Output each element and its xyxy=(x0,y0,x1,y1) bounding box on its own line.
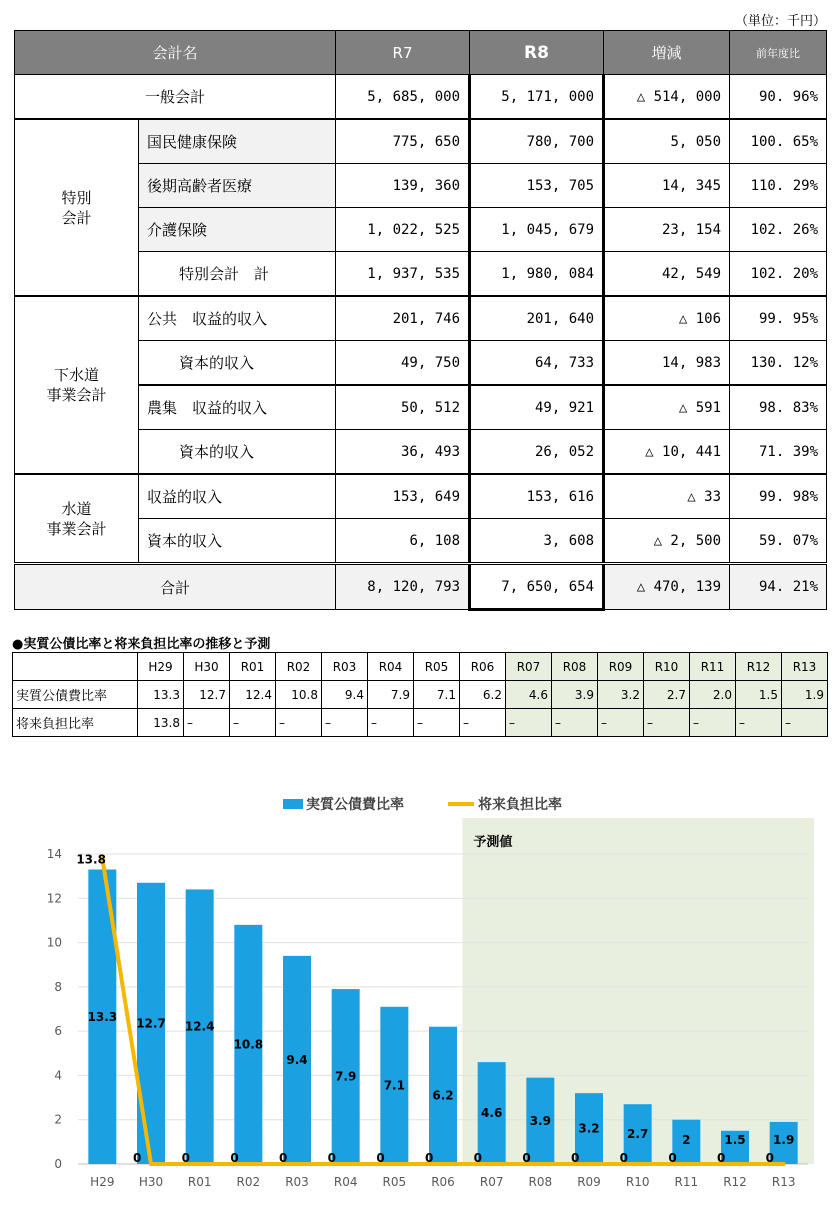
line-point xyxy=(392,1162,396,1166)
table-row xyxy=(15,474,827,519)
cell-r7: 139, 360 xyxy=(336,164,470,208)
ratio-row-label: 将来負担比率 xyxy=(13,709,138,737)
ratio-year-cell: R08 xyxy=(552,653,598,681)
ratio-value-cell: 10.8 xyxy=(276,681,322,709)
x-tick-label: R01 xyxy=(187,1175,212,1189)
line-point xyxy=(538,1162,542,1166)
line-data-label: 0 xyxy=(619,1151,629,1165)
ratio-value-cell: 1.9 xyxy=(782,681,828,709)
x-tick-label: H30 xyxy=(138,1175,164,1189)
ratio-row-debt xyxy=(13,681,828,709)
cell-change: △ 33 xyxy=(604,474,730,519)
group-label-water: 水道 事業会計 xyxy=(15,474,139,564)
ratio-value-cell: – xyxy=(690,709,736,737)
x-tick-label: R10 xyxy=(625,1175,650,1189)
col-header-prev-ratio: 前年度比 xyxy=(730,31,827,75)
x-tick-label: R11 xyxy=(674,1175,699,1189)
cell-change: 14, 983 xyxy=(604,341,730,386)
x-tick-label: R03 xyxy=(285,1175,309,1189)
line-data-label: 0 xyxy=(765,1151,775,1165)
ratio-value-cell: 2.7 xyxy=(644,681,690,709)
ratio-value-cell: – xyxy=(552,709,598,737)
group-label-special: 特別 会計 xyxy=(15,119,139,296)
line-point xyxy=(198,1162,202,1166)
ratio-value-cell: – xyxy=(322,709,368,737)
cell-ratio: 100. 65% xyxy=(730,119,827,164)
ratio-value-cell: 9.4 xyxy=(322,681,368,709)
bar-data-label: 9.4 xyxy=(286,1052,308,1067)
bar-data-label: 12.4 xyxy=(184,1019,215,1034)
ratio-value-cell: 4.6 xyxy=(506,681,552,709)
ratio-year-cell: R06 xyxy=(460,653,506,681)
ratio-value-cell: 3.9 xyxy=(552,681,598,709)
cell-r8: 153, 616 xyxy=(470,474,604,519)
ratio-value-cell: 1.5 xyxy=(736,681,782,709)
cell-ratio: 102. 20% xyxy=(730,252,827,297)
line-point xyxy=(441,1162,445,1166)
cell-r7: 50, 512 xyxy=(336,385,470,430)
line-point xyxy=(782,1162,786,1166)
col-header-r8: R8 xyxy=(470,31,604,75)
bar-data-label: 3.9 xyxy=(529,1113,551,1128)
line-data-label: 0 xyxy=(425,1151,434,1165)
cell-ratio: 59. 07% xyxy=(730,519,827,564)
ratio-value-cell: – xyxy=(460,709,506,737)
bar-data-label: 1.9 xyxy=(773,1133,795,1147)
ratio-year-cell: R02 xyxy=(276,653,322,681)
ratio-row-label: 実質公債費比率 xyxy=(13,681,138,709)
line-point xyxy=(246,1162,250,1166)
y-tick-label: 10 xyxy=(46,935,62,950)
y-tick-label: 0 xyxy=(54,1157,62,1171)
ratio-value-cell: 13.8 xyxy=(138,709,184,737)
line-data-label: 0 xyxy=(717,1151,726,1165)
line-data-label: 0 xyxy=(522,1151,531,1165)
cell-r8: 1, 045, 679 xyxy=(470,208,604,252)
cell-ratio: 94. 21% xyxy=(730,564,827,610)
col-header-change: 増減 xyxy=(604,31,730,75)
bar-data-label: 13.3 xyxy=(87,1009,118,1024)
table-row xyxy=(15,296,827,341)
line-point xyxy=(733,1162,737,1166)
x-tick-label: R04 xyxy=(333,1175,358,1189)
ratio-value-cell: – xyxy=(368,709,414,737)
ratio-year-cell: R11 xyxy=(690,653,736,681)
bar-data-label: 12.7 xyxy=(136,1016,166,1031)
cell-r7: 6, 108 xyxy=(336,519,470,564)
ratio-year-row xyxy=(13,653,828,681)
row-label: 資本的収入 xyxy=(139,519,336,564)
cell-ratio: 90. 96% xyxy=(730,75,827,120)
line-point xyxy=(490,1162,494,1166)
row-total xyxy=(15,564,827,610)
cell-r8: 7, 650, 654 xyxy=(470,564,604,610)
cell-change: △ 2, 500 xyxy=(604,519,730,564)
row-label: 資本的収入 xyxy=(139,430,336,475)
ratio-value-cell: 13.3 xyxy=(138,681,184,709)
line-data-label: 0 xyxy=(279,1151,288,1165)
line-point xyxy=(636,1162,640,1166)
ratio-year-cell: R10 xyxy=(644,653,690,681)
cell-change: 23, 154 xyxy=(604,208,730,252)
line-point xyxy=(149,1162,153,1166)
bar-data-label: 1.5 xyxy=(724,1133,746,1147)
row-label: 介護保険 xyxy=(139,208,336,252)
cell-r8: 5, 171, 000 xyxy=(470,75,604,120)
ratio-year-cell: R03 xyxy=(322,653,368,681)
cell-r7: 36, 493 xyxy=(336,430,470,475)
row-label: 後期高齢者医療 xyxy=(139,164,336,208)
ratio-value-cell: – xyxy=(276,709,322,737)
ratio-value-cell: – xyxy=(230,709,276,737)
ratio-year-cell: R07 xyxy=(506,653,552,681)
ratio-value-cell: – xyxy=(506,709,552,737)
y-tick-label: 8 xyxy=(54,979,62,994)
ratio-value-cell: 12.4 xyxy=(230,681,276,709)
bar-data-label: 6.2 xyxy=(432,1088,454,1103)
group-label-sewer: 下水道 事業会計 xyxy=(15,296,139,474)
bar-data-label: 7.9 xyxy=(335,1069,357,1084)
cell-r7: 8, 120, 793 xyxy=(336,564,470,610)
ratio-value-cell: – xyxy=(736,709,782,737)
row-label: 国民健康保険 xyxy=(139,119,336,164)
line-point xyxy=(295,1162,299,1166)
x-tick-label: R12 xyxy=(723,1175,747,1189)
cell-change: 14, 345 xyxy=(604,164,730,208)
line-data-label: 0 xyxy=(571,1151,580,1165)
legend-swatch-bar xyxy=(283,799,303,809)
legend-label: 実質公債費比率 xyxy=(306,797,404,813)
ratio-value-cell: 12.7 xyxy=(184,681,230,709)
cell-r8: 64, 733 xyxy=(470,341,604,386)
ratio-value-cell: – xyxy=(598,709,644,737)
cell-ratio: 99. 95% xyxy=(730,296,827,341)
bar-data-label: 4.6 xyxy=(481,1106,503,1121)
ratio-value-cell: 7.9 xyxy=(368,681,414,709)
ratio-value-cell: 3.2 xyxy=(598,681,644,709)
header-row xyxy=(15,31,827,75)
ratio-year-cell: R01 xyxy=(230,653,276,681)
x-tick-label: R02 xyxy=(236,1175,261,1189)
unit-label: （単位：千円） xyxy=(734,14,826,29)
x-tick-label: H29 xyxy=(90,1175,115,1189)
cell-ratio: 110. 29% xyxy=(730,164,827,208)
legend-label: 将来負担比率 xyxy=(478,797,562,813)
line-point xyxy=(587,1162,591,1166)
line-data-label: 0 xyxy=(327,1151,337,1165)
cell-ratio: 102. 26% xyxy=(730,208,827,252)
ratio-value-cell: 7.1 xyxy=(414,681,460,709)
ratio-year-cell: R05 xyxy=(414,653,460,681)
x-tick-label: R06 xyxy=(431,1175,455,1189)
line-data-label: 0 xyxy=(473,1151,483,1165)
x-tick-label: R05 xyxy=(382,1175,407,1189)
section-title: ●実質公債比率と将来負担比率の推移と予測 xyxy=(12,637,271,652)
y-tick-label: 6 xyxy=(54,1024,62,1039)
cell-r8: 201, 640 xyxy=(470,296,604,341)
cell-change: △ 10, 441 xyxy=(604,430,730,475)
row-label: 収益的収入 xyxy=(139,474,336,519)
cell-change: 5, 050 xyxy=(604,119,730,164)
bar-data-label: 2.7 xyxy=(627,1127,649,1142)
ratio-value-cell: – xyxy=(782,709,828,737)
cell-change: 42, 549 xyxy=(604,252,730,297)
cell-r7: 1, 022, 525 xyxy=(336,208,470,252)
line-data-label: 0 xyxy=(668,1151,677,1165)
cell-r7: 5, 685, 000 xyxy=(336,75,470,120)
cell-r7: 201, 746 xyxy=(336,296,470,341)
line-point xyxy=(684,1162,688,1166)
x-tick-label: R07 xyxy=(479,1175,504,1189)
cell-r7: 153, 649 xyxy=(336,474,470,519)
cell-ratio: 99. 98% xyxy=(730,474,827,519)
cell-r8: 153, 705 xyxy=(470,164,604,208)
ratio-value-cell: – xyxy=(184,709,230,737)
cell-change: △ 514, 000 xyxy=(604,75,730,120)
cell-change: △ 470, 139 xyxy=(604,564,730,610)
cell-ratio: 98. 83% xyxy=(730,385,827,430)
ratio-value-cell: – xyxy=(414,709,460,737)
line-data-label: 0 xyxy=(230,1151,239,1165)
line-data-label: 0 xyxy=(181,1151,191,1165)
cell-change: △ 591 xyxy=(604,385,730,430)
ratio-chart xyxy=(0,782,838,1208)
ratio-corner xyxy=(13,653,138,681)
bar-data-label: 7.1 xyxy=(383,1078,405,1093)
cell-r8: 780, 700 xyxy=(470,119,604,164)
y-tick-label: 2 xyxy=(54,1112,62,1127)
row-general xyxy=(15,75,827,120)
ratio-year-cell: R09 xyxy=(598,653,644,681)
bar-data-label: 10.8 xyxy=(233,1037,264,1052)
row-label: 農集 収益的収入 xyxy=(139,385,336,430)
cell-ratio: 71. 39% xyxy=(730,430,827,475)
cell-r8: 3, 608 xyxy=(470,519,604,564)
line-point xyxy=(344,1162,348,1166)
cell-r8: 26, 052 xyxy=(470,430,604,475)
forecast-label: 予測値 xyxy=(473,835,513,850)
row-label: 特別会計 計 xyxy=(139,252,336,297)
col-header-name: 会計名 xyxy=(15,31,336,75)
x-tick-label: R08 xyxy=(528,1175,553,1189)
ratio-year-cell: H29 xyxy=(138,653,184,681)
ratio-year-cell: R04 xyxy=(368,653,414,681)
cell-change: △ 106 xyxy=(604,296,730,341)
row-label: 公共 収益的収入 xyxy=(139,296,336,341)
ratio-value-cell: – xyxy=(644,709,690,737)
bar-data-label: 2 xyxy=(682,1133,691,1147)
cell-r8: 49, 921 xyxy=(470,385,604,430)
ratio-year-cell: R13 xyxy=(782,653,828,681)
col-header-r7: R7 xyxy=(336,31,470,75)
bar-data-label: 3.2 xyxy=(578,1121,600,1136)
cell-r8: 1, 980, 084 xyxy=(470,252,604,297)
line-data-label: 0 xyxy=(376,1151,385,1165)
y-tick-label: 12 xyxy=(46,891,62,906)
table-row xyxy=(15,119,827,164)
x-tick-label: R13 xyxy=(771,1175,796,1189)
y-tick-label: 14 xyxy=(46,847,62,861)
ratio-year-cell: H30 xyxy=(184,653,230,681)
row-label: 一般会計 xyxy=(15,75,336,120)
line-data-label: 0 xyxy=(133,1151,142,1165)
ratio-value-cell: 6.2 xyxy=(460,681,506,709)
ratio-year-cell: R12 xyxy=(736,653,782,681)
ratio-value-cell: 2.0 xyxy=(690,681,736,709)
row-label: 資本的収入 xyxy=(139,341,336,386)
cell-r7: 49, 750 xyxy=(336,341,470,386)
x-tick-label: R09 xyxy=(577,1175,601,1189)
line-data-label: 13.8 xyxy=(76,852,106,867)
budget-table xyxy=(14,30,827,611)
cell-ratio: 130. 12% xyxy=(730,341,827,386)
ratio-row-future xyxy=(13,709,828,737)
cell-r7: 1, 937, 535 xyxy=(336,252,470,297)
ratio-table xyxy=(12,652,828,737)
row-label: 合計 xyxy=(15,564,336,610)
y-tick-label: 4 xyxy=(54,1068,62,1083)
cell-r7: 775, 650 xyxy=(336,119,470,164)
